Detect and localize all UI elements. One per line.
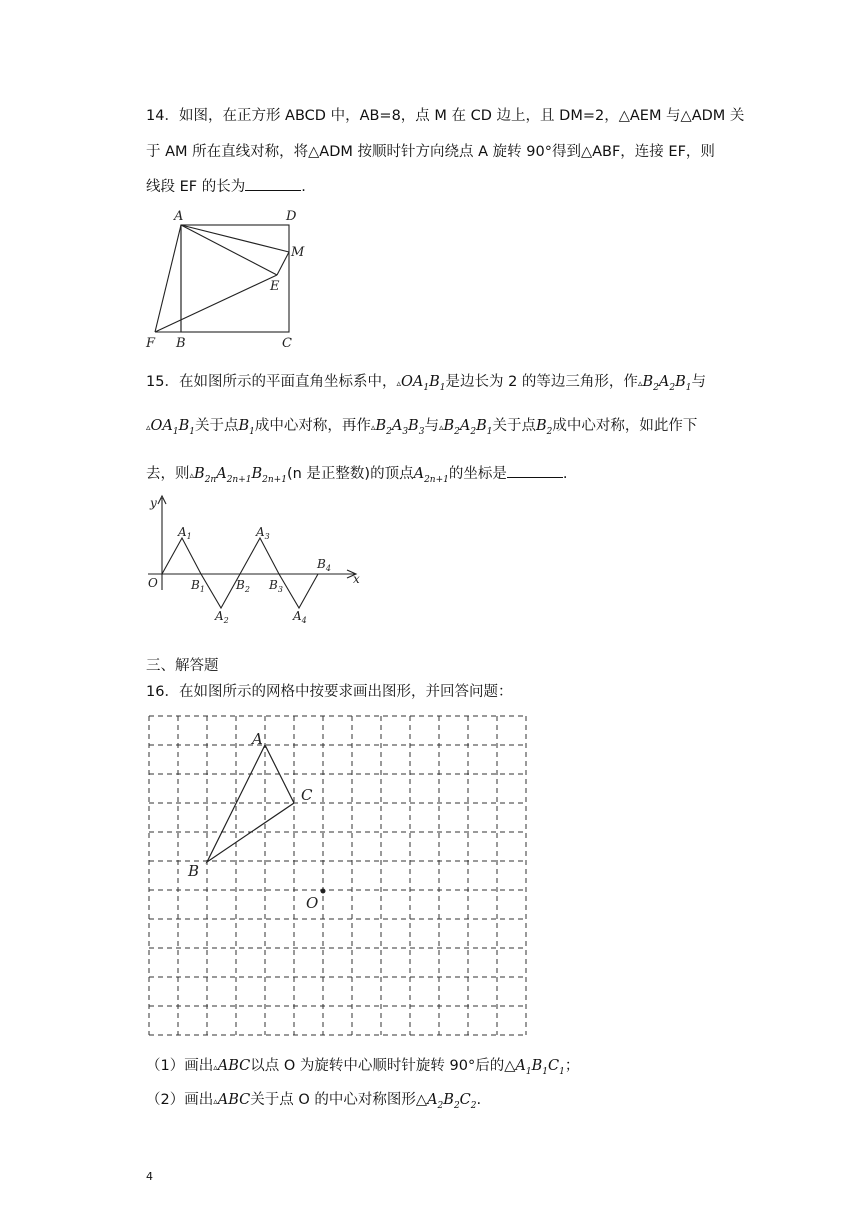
label-O: O	[148, 576, 158, 590]
label-C: C	[282, 336, 292, 351]
q14-line1: 14．如图，在正方形 ABCD 中，AB=8，点 M 在 CD 边上，且 DM=2，△AEM 与△ADM 关	[146, 108, 745, 124]
label-B1: $B_1$	[191, 578, 205, 594]
q15-figure	[140, 490, 370, 630]
label-O: O	[306, 894, 319, 912]
label-F: F	[146, 336, 156, 351]
q15-line2: $▵OA_1B_1$关于点$B_1$成中心对称，再作$▵B_2A_3B_3$与$▵B_2A_2B_1$关于点$B_2$成中心对称，如此作下	[146, 418, 698, 437]
label-B4: $B_4$	[317, 557, 331, 573]
q14-line3: 线段 EF 的长为 .	[146, 179, 306, 195]
label-D: D	[286, 209, 297, 224]
answer-blank	[507, 465, 563, 478]
label-A: A	[174, 209, 184, 224]
label-y: y	[150, 496, 157, 510]
q16-grid-figure	[140, 710, 540, 1045]
label-B3: $B_3$	[269, 578, 283, 594]
label-B2: $B_2$	[236, 578, 250, 594]
q15-line3: 去，则$▵B_{2n}A_{2n+1}B_{2n+1}(n$ 是正整数)的顶点$A_{2n+1}$的坐标是 .	[146, 466, 568, 485]
label-A4: $A_4$	[293, 609, 307, 625]
q16-title: 16．在如图所示的网格中按要求画出图形，并回答问题：	[146, 684, 513, 700]
label-A1: $A_1$	[178, 525, 192, 541]
q14-line2: 于 AM 所在直线对称，将△ADM 按顺时针方向绕点 A 旋转 90°得到△ABF，连接 EF，则	[146, 144, 715, 160]
label-A3: $A_3$	[256, 525, 270, 541]
q14-figure	[140, 205, 320, 355]
label-x: x	[353, 572, 360, 586]
section-heading: 三、解答题	[146, 658, 219, 674]
label-B: B	[176, 336, 186, 351]
label-E: E	[270, 279, 280, 294]
q16-sub1: （1）画出▵ABC以点 O 为旋转中心顺时针旋转 90°后的$\triangle A_1B_1C_1$；	[146, 1058, 580, 1077]
label-A2: $A_2$	[215, 609, 229, 625]
label-A: A	[252, 730, 263, 748]
page-number: 4	[146, 1170, 153, 1183]
label-C: C	[301, 786, 313, 804]
q16-sub2: （2）画出▵ABC关于点 O 的中心对称图形$\triangle A_2B_2C_2$.	[146, 1092, 482, 1111]
point-O	[321, 889, 326, 894]
answer-blank	[245, 178, 301, 191]
label-B: B	[188, 862, 200, 880]
label-M: M	[291, 245, 305, 260]
q15-line1: 15．在如图所示的平面直角坐标系中，$▵OA_1B_1$是边长为 2 的等边三角形，作$▵B_2A_2B_1$与	[146, 374, 706, 393]
